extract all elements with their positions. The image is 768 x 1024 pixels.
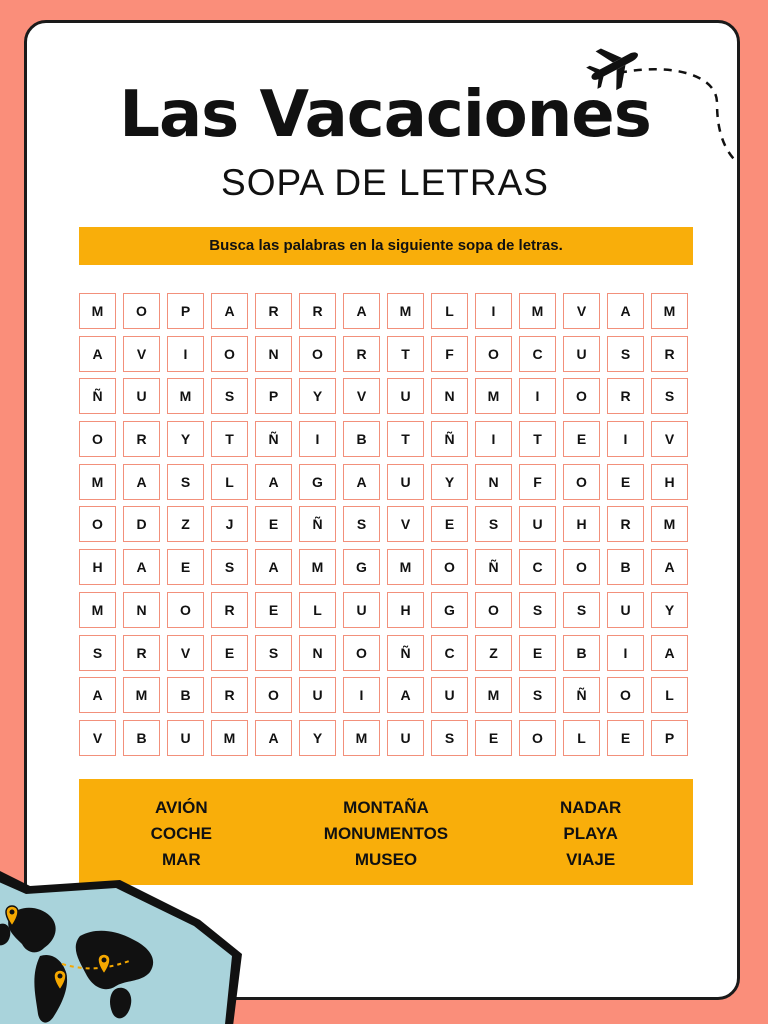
grid-cell: O (343, 635, 380, 671)
grid-cell: I (475, 421, 512, 457)
grid-cell: O (563, 464, 600, 500)
grid-cell: P (167, 293, 204, 329)
grid-cell: S (519, 592, 556, 628)
grid-cell: E (211, 635, 248, 671)
grid-cell: U (563, 336, 600, 372)
grid-cell: G (431, 592, 468, 628)
grid-cell: A (79, 677, 116, 713)
word-list-item: NADAR (559, 798, 622, 817)
grid-cell: S (211, 378, 248, 414)
grid-cell: R (211, 677, 248, 713)
grid-cell: E (607, 720, 644, 756)
grid-cell: L (211, 464, 248, 500)
grid-cell: N (255, 336, 292, 372)
grid-cell: U (607, 592, 644, 628)
grid-cell: R (123, 635, 160, 671)
grid-cell: O (255, 677, 292, 713)
grid-cell: Y (167, 421, 204, 457)
grid-cell: N (299, 635, 336, 671)
grid-cell: B (123, 720, 160, 756)
grid-cell: S (607, 336, 644, 372)
worksheet-card (24, 20, 740, 1000)
grid-cell: S (651, 378, 688, 414)
grid-cell: E (255, 506, 292, 542)
grid-cell: B (343, 421, 380, 457)
grid-cell: M (387, 549, 424, 585)
grid-cell: R (651, 336, 688, 372)
grid-cell: I (607, 635, 644, 671)
grid-cell: L (651, 677, 688, 713)
grid-cell: B (563, 635, 600, 671)
grid-cell: M (79, 592, 116, 628)
grid-cell: O (431, 549, 468, 585)
grid-cell: E (255, 592, 292, 628)
grid-cell: M (167, 378, 204, 414)
grid-cell: M (651, 293, 688, 329)
grid-cell: P (651, 720, 688, 756)
grid-cell: M (475, 677, 512, 713)
grid-cell: T (519, 421, 556, 457)
grid-cell: Ñ (563, 677, 600, 713)
grid-cell: N (123, 592, 160, 628)
grid-cell: C (519, 336, 556, 372)
word-list-item: PLAYA (563, 824, 618, 843)
grid-cell: A (123, 549, 160, 585)
grid-cell: Y (299, 720, 336, 756)
grid-cell: U (299, 677, 336, 713)
grid-cell: L (299, 592, 336, 628)
grid-cell: A (211, 293, 248, 329)
grid-cell: A (387, 677, 424, 713)
grid-cell: A (651, 635, 688, 671)
grid-cell: G (343, 549, 380, 585)
grid-cell: I (343, 677, 380, 713)
grid-cell: A (255, 464, 292, 500)
grid-cell: S (255, 635, 292, 671)
grid-cell: L (431, 293, 468, 329)
grid-cell: M (519, 293, 556, 329)
grid-cell: H (651, 464, 688, 500)
grid-cell: I (167, 336, 204, 372)
grid-cell: R (343, 336, 380, 372)
instruction-banner: Busca las palabras en la siguiente sopa de letras. (79, 227, 693, 265)
grid-cell: M (475, 378, 512, 414)
grid-cell: U (387, 378, 424, 414)
grid-cell: Ñ (79, 378, 116, 414)
grid-cell: M (79, 293, 116, 329)
grid-cell: F (431, 336, 468, 372)
grid-cell: M (299, 549, 336, 585)
page-subtitle: SOPA DE LETRAS (221, 162, 549, 203)
grid-cell: A (123, 464, 160, 500)
grid-cell: O (519, 720, 556, 756)
grid-cell: V (651, 421, 688, 457)
grid-cell: U (343, 592, 380, 628)
grid-cell: V (123, 336, 160, 372)
grid-cell: S (79, 635, 116, 671)
grid-cell: U (387, 464, 424, 500)
grid-cell: S (563, 592, 600, 628)
word-list-item: MUSEO (354, 850, 418, 869)
grid-cell: T (211, 421, 248, 457)
grid-cell: S (475, 506, 512, 542)
grid-cell: D (123, 506, 160, 542)
grid-cell: C (519, 549, 556, 585)
grid-cell: O (167, 592, 204, 628)
grid-cell: R (607, 506, 644, 542)
grid-cell: U (431, 677, 468, 713)
grid-cell: U (387, 720, 424, 756)
grid-cell: V (79, 720, 116, 756)
grid-cell: P (255, 378, 292, 414)
grid-cell: Ñ (387, 635, 424, 671)
grid-cell: R (299, 293, 336, 329)
grid-cell: E (475, 720, 512, 756)
grid-cell: M (211, 720, 248, 756)
grid-cell: A (607, 293, 644, 329)
grid-cell: S (431, 720, 468, 756)
word-column (491, 795, 691, 885)
word-list-item: MAR (161, 850, 201, 869)
grid-cell: A (255, 549, 292, 585)
grid-cell: T (387, 336, 424, 372)
grid-cell: R (123, 421, 160, 457)
grid-cell: A (79, 336, 116, 372)
grid-cell: Y (299, 378, 336, 414)
grid-cell: T (387, 421, 424, 457)
grid-cell: E (607, 464, 644, 500)
grid-cell: H (563, 506, 600, 542)
grid-cell: F (519, 464, 556, 500)
word-list-item: MONUMENTOS (323, 824, 449, 843)
grid-cell: O (563, 378, 600, 414)
grid-cell: A (343, 464, 380, 500)
grid-cell: V (343, 378, 380, 414)
word-column (286, 795, 486, 885)
grid-cell: M (123, 677, 160, 713)
grid-cell: I (299, 421, 336, 457)
page-title: Las Vacaciones (119, 78, 651, 152)
grid-cell: J (211, 506, 248, 542)
grid-cell: C (431, 635, 468, 671)
grid-cell: Z (475, 635, 512, 671)
grid-cell: O (563, 549, 600, 585)
grid-cell: O (79, 421, 116, 457)
grid-cell: B (607, 549, 644, 585)
grid-cell: V (563, 293, 600, 329)
word-search-grid (79, 293, 688, 756)
grid-cell: A (651, 549, 688, 585)
grid-cell: G (299, 464, 336, 500)
grid-cell: B (167, 677, 204, 713)
word-list-item: AVIÓN (155, 798, 208, 817)
grid-cell: V (387, 506, 424, 542)
grid-cell: M (343, 720, 380, 756)
grid-cell: R (607, 378, 644, 414)
grid-cell: A (343, 293, 380, 329)
grid-cell: L (563, 720, 600, 756)
grid-cell: R (255, 293, 292, 329)
grid-cell: U (123, 378, 160, 414)
grid-cell: Ñ (255, 421, 292, 457)
grid-cell: O (607, 677, 644, 713)
grid-cell: S (519, 677, 556, 713)
grid-cell: N (431, 378, 468, 414)
grid-cell: R (211, 592, 248, 628)
grid-cell: Ñ (475, 549, 512, 585)
grid-cell: S (167, 464, 204, 500)
grid-cell: I (519, 378, 556, 414)
grid-cell: O (211, 336, 248, 372)
grid-cell: Z (167, 506, 204, 542)
grid-cell: S (211, 549, 248, 585)
grid-cell: H (79, 549, 116, 585)
grid-cell: M (651, 506, 688, 542)
grid-cell: O (299, 336, 336, 372)
grid-cell: E (167, 549, 204, 585)
grid-cell: O (475, 592, 512, 628)
world-map-icon (0, 856, 260, 1024)
grid-cell: E (563, 421, 600, 457)
grid-cell: I (475, 293, 512, 329)
grid-cell: Ñ (299, 506, 336, 542)
grid-cell: H (387, 592, 424, 628)
grid-cell: U (519, 506, 556, 542)
word-list-item: MONTAÑA (343, 798, 429, 817)
grid-cell: M (79, 464, 116, 500)
grid-cell: O (475, 336, 512, 372)
grid-cell: E (431, 506, 468, 542)
grid-cell: I (607, 421, 644, 457)
grid-cell: A (255, 720, 292, 756)
grid-cell: Y (431, 464, 468, 500)
grid-cell: V (167, 635, 204, 671)
grid-cell: M (387, 293, 424, 329)
grid-cell: O (79, 506, 116, 542)
word-list-item: COCHE (150, 824, 213, 843)
grid-cell: E (519, 635, 556, 671)
grid-cell: U (167, 720, 204, 756)
grid-cell: Y (651, 592, 688, 628)
grid-cell: O (123, 293, 160, 329)
grid-cell: N (475, 464, 512, 500)
grid-cell: Ñ (431, 421, 468, 457)
grid-cell: S (343, 506, 380, 542)
word-list-item: VIAJE (566, 850, 616, 869)
